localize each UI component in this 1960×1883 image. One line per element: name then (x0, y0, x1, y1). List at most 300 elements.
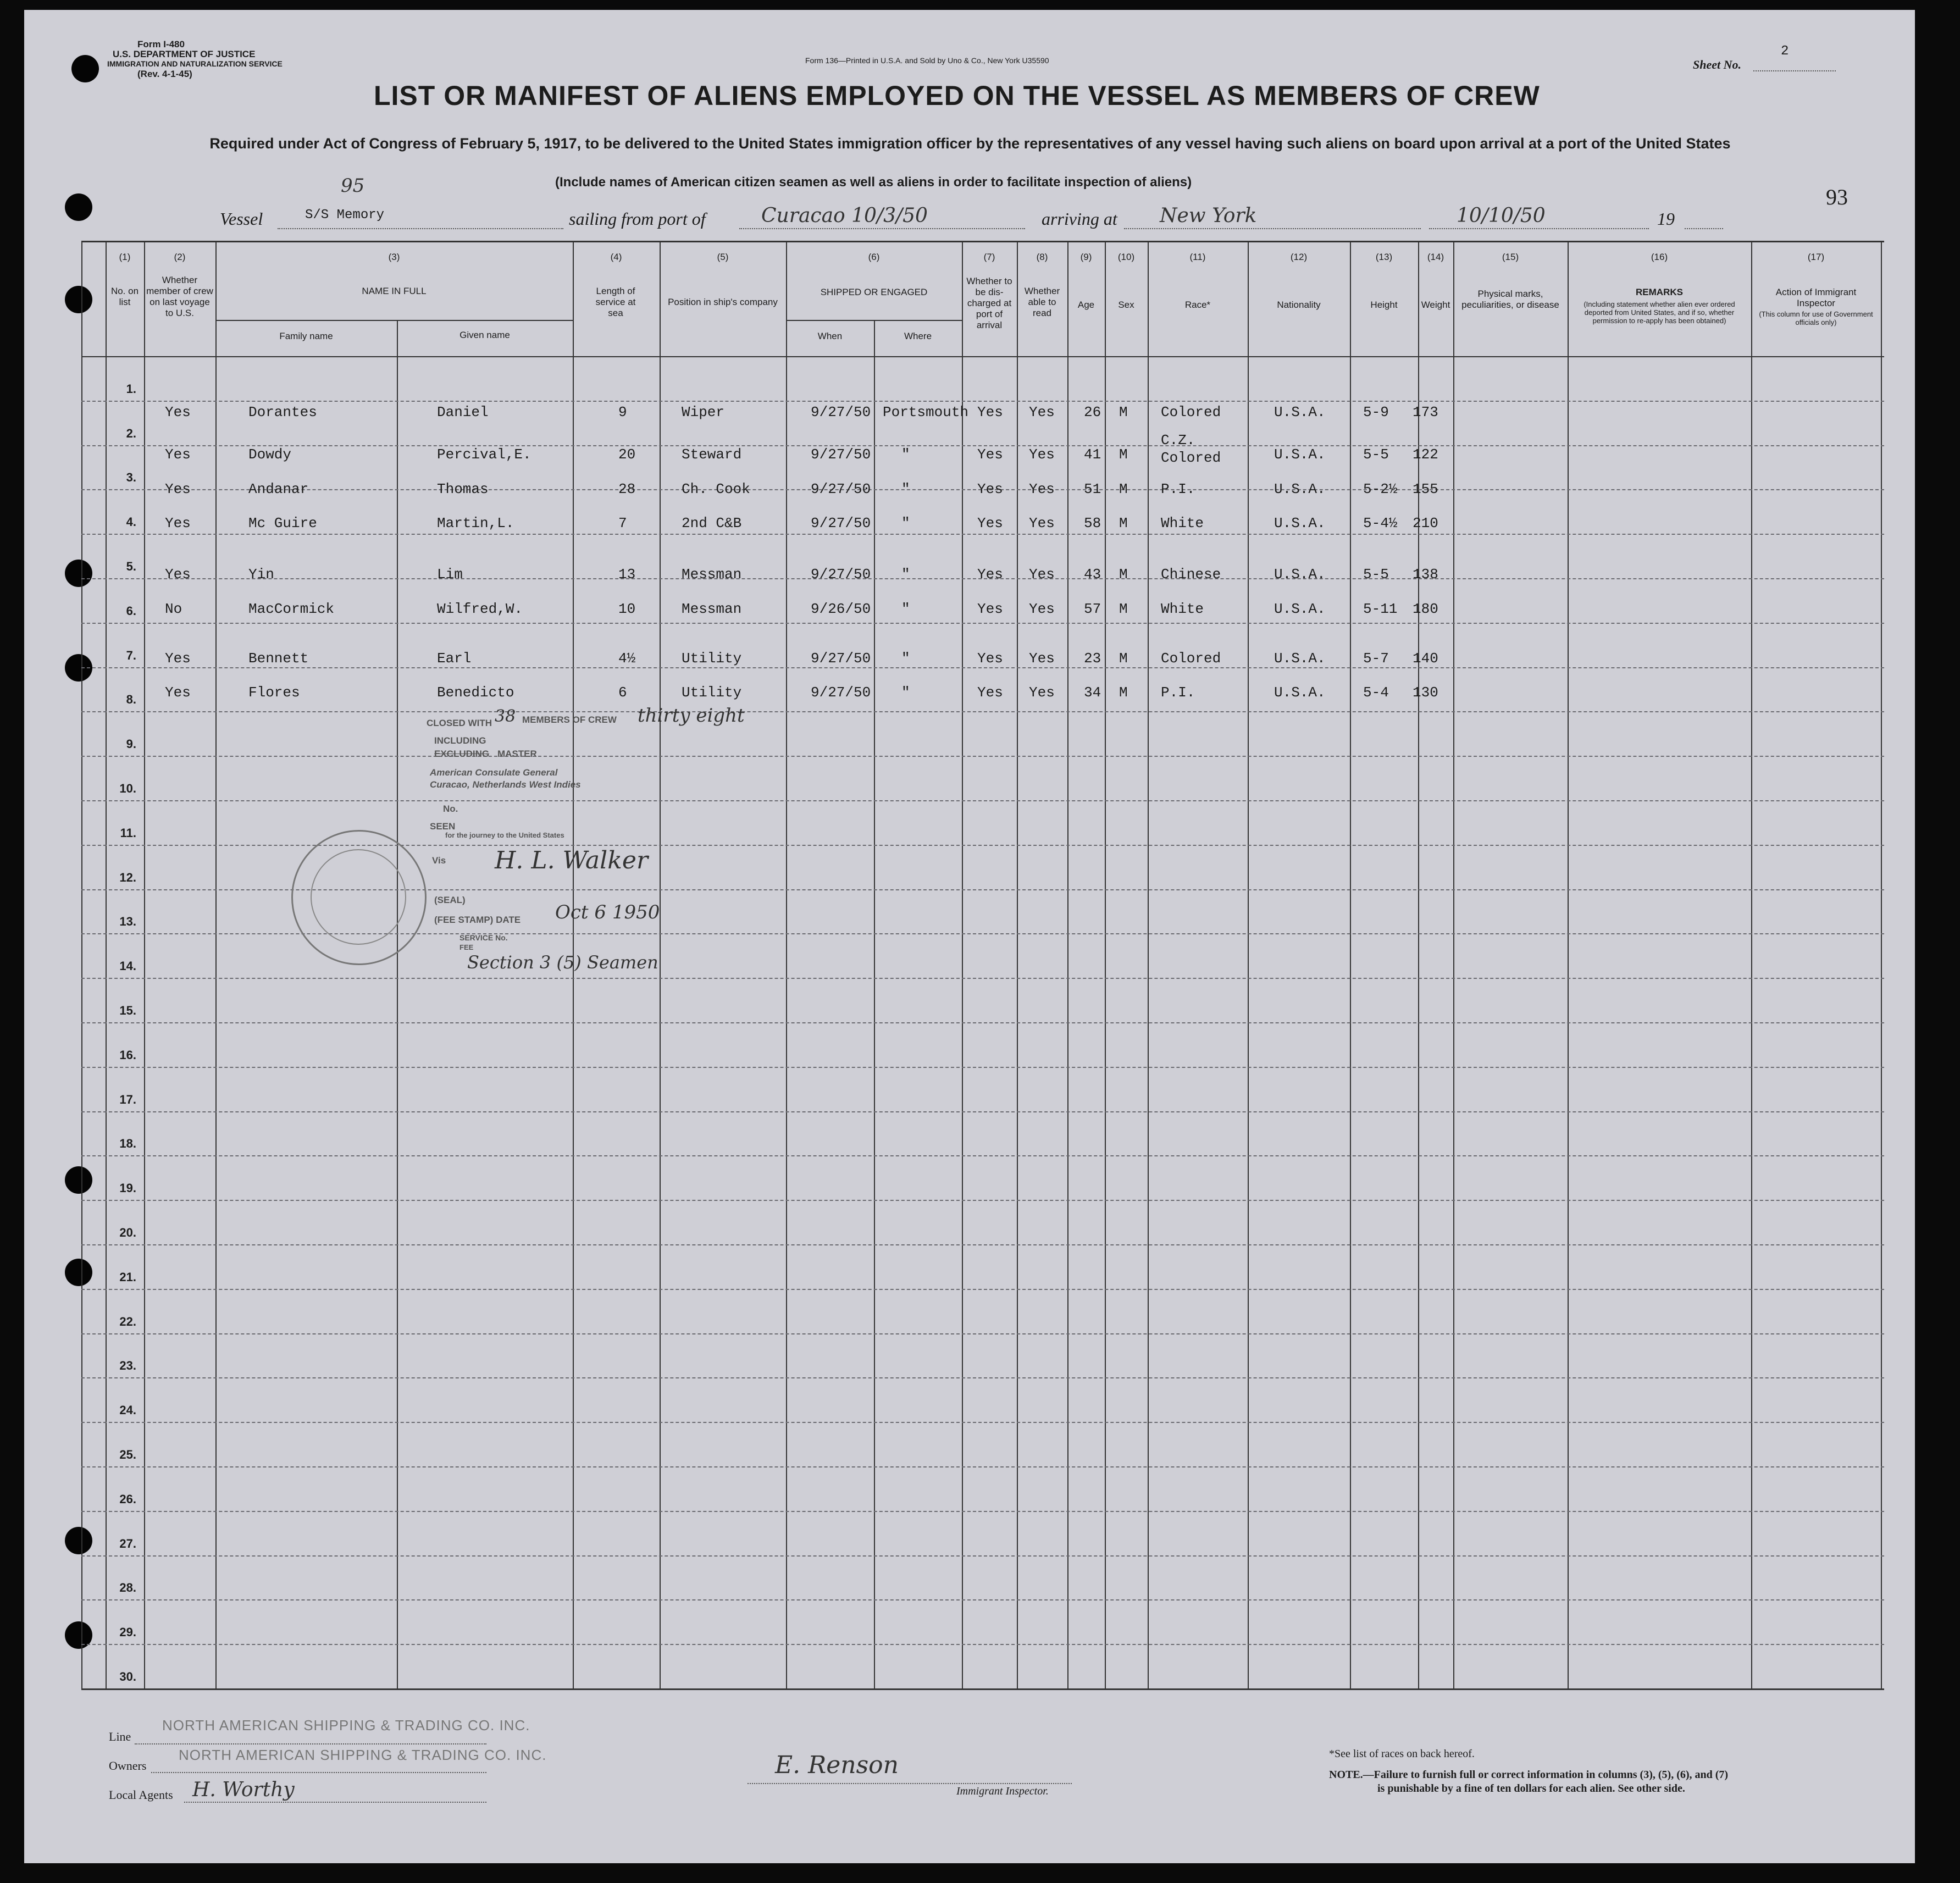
stamp-consulate: American Consulate General (430, 767, 558, 778)
read-cell: Yes (1029, 446, 1055, 463)
where-cell: " (901, 650, 910, 667)
column-number: (14) (1427, 252, 1444, 262)
service-cell: 10 (618, 601, 636, 617)
column-header-when: When (817, 331, 843, 341)
discharged-cell: Yes (977, 481, 1003, 497)
row-number: 8. (126, 693, 136, 706)
printer-line: Form 136—Printed in U.S.A. and Sold by Uno & Co., New York U35590 (805, 56, 1049, 65)
column-header-sex: Sex (1118, 300, 1134, 310)
service-cell: 4½ (618, 650, 636, 667)
stamp-vis: Vis (432, 855, 446, 866)
row-number: 15. (119, 1004, 136, 1017)
race-cell: Colored (1161, 650, 1221, 667)
when-cell: 9/27/50 (811, 446, 871, 463)
race-cell: P.I. (1161, 684, 1195, 701)
row-line (81, 1555, 1884, 1557)
column-number: (7) (983, 252, 995, 262)
sheet-label: Sheet No. (1693, 58, 1741, 71)
row-line (81, 1644, 1884, 1645)
page-title: LIST OR MANIFEST OF ALIENS EMPLOYED ON THE VESSEL AS MEMBERS OF CREW (374, 80, 1540, 111)
discharged-cell: Yes (977, 404, 1003, 420)
where-cell: " (901, 481, 910, 497)
race-cell: P.I. (1161, 481, 1195, 497)
nationality-cell: U.S.A. (1274, 566, 1326, 583)
discharged-cell: Yes (977, 446, 1003, 463)
weight-cell: 138 (1413, 566, 1438, 583)
family-name-cell: Dorantes (248, 404, 317, 420)
row-line (81, 1155, 1884, 1156)
read-cell: Yes (1029, 650, 1055, 667)
sex-cell: M (1119, 515, 1128, 531)
family-name-cell: Yin (248, 566, 274, 583)
read-cell: Yes (1029, 601, 1055, 617)
row-line (81, 756, 1884, 757)
where-cell: " (901, 601, 910, 617)
column-number: (12) (1290, 252, 1308, 262)
height-cell: 5-9 (1363, 404, 1389, 420)
row-number: 6. (126, 604, 136, 618)
when-cell: 9/27/50 (811, 650, 871, 667)
row-line (81, 623, 1884, 624)
column-divider (962, 242, 963, 1688)
subtitle: Required under Act of Congress of February 5, 1917, to be delivered to the United States immigration officer by the representatives of any vessel having such aliens on board upon arrival at a port of the United States (209, 135, 1731, 152)
weight-cell: 210 (1413, 515, 1438, 531)
row-number: 25. (119, 1448, 136, 1461)
row-number: 18. (119, 1137, 136, 1150)
position-cell: 2nd C&B (682, 515, 742, 531)
sex-cell: M (1119, 481, 1128, 497)
binder-hole (65, 1259, 92, 1286)
column-header-race: Race* (1184, 300, 1211, 310)
weight-cell: 122 (1413, 446, 1438, 463)
column-divider (144, 242, 145, 1688)
row-number: 17. (119, 1093, 136, 1106)
when-cell: 9/27/50 (811, 566, 871, 583)
arriving-line (1124, 228, 1421, 229)
last-voyage-cell: No (165, 601, 182, 617)
inspector-label: Immigrant Inspector. (956, 1785, 1049, 1797)
column-divider (1148, 242, 1149, 1688)
family-name-cell: Bennett (248, 650, 309, 667)
vessel-line (278, 228, 563, 229)
column-number: (15) (1502, 252, 1519, 262)
row-line (81, 1289, 1884, 1290)
weight-cell: 130 (1413, 684, 1438, 701)
row-number: 30. (119, 1670, 136, 1683)
nationality-cell: U.S.A. (1274, 446, 1326, 463)
family-name-cell: Dowdy (248, 446, 292, 463)
column-divider (786, 242, 787, 1688)
column-number: (5) (717, 252, 729, 262)
sex-cell: M (1119, 404, 1128, 420)
row-number: 28. (119, 1581, 136, 1594)
row-number: 24. (119, 1403, 136, 1417)
row-line (81, 1422, 1884, 1423)
age-cell: 23 (1084, 650, 1101, 667)
where-cell: " (901, 515, 910, 531)
row-line (81, 1377, 1884, 1378)
height-cell: 5-7 (1363, 650, 1389, 667)
row-number: 22. (119, 1315, 136, 1328)
form-number: Form I-480 (137, 39, 185, 49)
row-line (81, 1466, 1884, 1467)
row-number: 5. (126, 560, 136, 573)
last-voyage-cell: Yes (165, 566, 191, 583)
row-number: 10. (119, 782, 136, 795)
column-header-nationality: Nationality (1277, 300, 1321, 310)
stamp-closed-with: CLOSED WITH (427, 718, 492, 728)
subtitle-note: (Include names of American citizen seamen as well as aliens in order to facilitate inspection of aliens) (555, 175, 1192, 190)
height-cell: 5-11 (1363, 601, 1398, 617)
height-cell: 5-4 (1363, 684, 1389, 701)
stamp-seen: SEEN (430, 821, 456, 832)
given-name-cell: Lim (437, 566, 463, 583)
page-number: 93 (1826, 185, 1848, 209)
arriving-port: New York (1160, 204, 1257, 227)
column-header-position: Position in ship's company (668, 297, 778, 307)
column-divider (1017, 242, 1018, 1688)
position-cell: Messman (682, 566, 742, 583)
row-line (81, 800, 1884, 801)
row-number: 2. (126, 427, 136, 440)
stamp-seen-for: for the journey to the United States (445, 831, 564, 839)
where-cell: " (901, 446, 910, 463)
fine-note-cont: is punishable by a fine of ten dollars for each alien. See other side. (1377, 1782, 1685, 1795)
given-name-cell: Daniel (437, 404, 489, 420)
stamp-no: No. (443, 804, 458, 814)
given-name-cell: Benedicto (437, 684, 514, 701)
row-number: 13. (119, 915, 136, 928)
column-header-remarks: REMARKS (1636, 287, 1683, 297)
where-cell: " (901, 566, 910, 583)
stamp-crew-count: 38 (495, 707, 516, 726)
row-line (81, 401, 1884, 402)
column-number: (8) (1036, 252, 1048, 262)
stamp-master: MASTER (497, 749, 537, 759)
nationality-cell: U.S.A. (1274, 515, 1326, 531)
stamp-count-words: thirty eight (638, 705, 745, 727)
row-line (81, 1244, 1884, 1245)
given-name-cell: Percival,E. (437, 446, 531, 463)
vessel-note: 95 (341, 175, 365, 197)
column-divider (1881, 242, 1882, 1688)
stamp-date: Oct 6 1950 (555, 901, 660, 923)
column-header-shipped: SHIPPED OR ENGAGED (820, 287, 928, 297)
discharged-cell: Yes (977, 566, 1003, 583)
table-bottom-border (81, 1688, 1884, 1690)
stamp-place: Curacao, Netherlands West Indies (430, 779, 581, 790)
age-cell: 34 (1084, 684, 1101, 701)
column-header-weight: Weight (1421, 300, 1450, 310)
age-cell: 57 (1084, 601, 1101, 617)
weight-cell: 140 (1413, 650, 1438, 667)
sex-cell: M (1119, 446, 1128, 463)
column-divider (1751, 242, 1752, 1688)
position-cell: Steward (682, 446, 742, 463)
column-divider (1105, 242, 1106, 1688)
height-cell: 5-4½ (1363, 515, 1398, 531)
row-number: 11. (120, 826, 136, 840)
given-name-cell: Wilfred,W. (437, 601, 523, 617)
column-number: (3) (388, 252, 400, 262)
when-cell: 9/27/50 (811, 404, 871, 420)
family-name-cell: Mc Guire (248, 515, 317, 531)
stamp-fee-date: (FEE STAMP) DATE (434, 915, 521, 925)
family-name-cell: MacCormick (248, 601, 335, 617)
row-number: 12. (119, 871, 136, 884)
weight-cell: 173 (1413, 404, 1438, 420)
column-number: (13) (1375, 252, 1393, 262)
when-cell: 9/27/50 (811, 684, 871, 701)
given-name-cell: Martin,L. (437, 515, 514, 531)
vessel-label: Vessel (220, 209, 263, 229)
column-divider (397, 320, 398, 1688)
row-line (81, 1599, 1884, 1600)
agents-dots (184, 1802, 486, 1803)
nationality-cell: U.S.A. (1274, 481, 1326, 497)
department-name: U.S. DEPARTMENT OF JUSTICE (113, 49, 256, 59)
race-cell: Chinese (1161, 566, 1221, 583)
column-number: (11) (1189, 252, 1206, 262)
column-divider (874, 320, 875, 1688)
stamp-including: INCLUDING (434, 735, 486, 746)
nationality-cell: U.S.A. (1274, 650, 1326, 667)
column-header-no: No. on list (110, 286, 139, 307)
column-header-family-name: Family name (279, 331, 333, 341)
position-cell: Ch. Cook (682, 481, 750, 497)
row-number: 27. (119, 1537, 136, 1550)
column-number: (16) (1651, 252, 1668, 262)
row-number: 1. (126, 382, 136, 396)
column-number: (2) (174, 252, 186, 262)
column-header-physical-marks: Physical marks, peculiarities, or disease (1461, 289, 1559, 310)
service-cell: 28 (618, 481, 636, 497)
last-voyage-cell: Yes (165, 481, 191, 497)
position-cell: Utility (682, 684, 742, 701)
binder-hole (65, 1527, 92, 1554)
stamp-section: Section 3 (5) Seamen (467, 952, 658, 973)
column-divider (106, 242, 107, 1688)
last-voyage-cell: Yes (165, 650, 191, 667)
inspector-signature: E. Renson (775, 1751, 899, 1779)
when-cell: 9/26/50 (811, 601, 871, 617)
races-note: *See list of races on back hereof. (1329, 1748, 1475, 1760)
column-header-height: Height (1370, 300, 1398, 310)
column-divider (1350, 242, 1351, 1688)
position-cell: Messman (682, 601, 742, 617)
read-cell: Yes (1029, 404, 1055, 420)
date-line (1429, 228, 1649, 229)
read-cell: Yes (1029, 515, 1055, 531)
binder-hole (65, 286, 92, 313)
service-cell: 7 (618, 515, 627, 531)
column-header-inspector-action: Action of Immigrant Inspector (1775, 287, 1857, 308)
last-voyage-cell: Yes (165, 446, 191, 463)
age-cell: 41 (1084, 446, 1101, 463)
column-header-name: NAME IN FULL (362, 286, 427, 296)
column-number: (1) (119, 252, 131, 262)
column-number: (10) (1117, 252, 1135, 262)
row-number: 7. (126, 649, 136, 662)
weight-cell: 155 (1413, 481, 1438, 497)
sex-cell: M (1119, 650, 1128, 667)
sex-cell: M (1119, 601, 1128, 617)
column-divider (660, 242, 661, 1688)
row-number: 3. (126, 470, 136, 484)
position-cell: Utility (682, 650, 742, 667)
line-dots (135, 1743, 486, 1744)
vessel-name: S/S Memory (305, 208, 385, 223)
last-voyage-cell: Yes (165, 404, 191, 420)
last-voyage-cell: Yes (165, 684, 191, 701)
row-number: 9. (126, 737, 136, 751)
where-cell: Portsmouth (883, 404, 969, 420)
row-number: 19. (119, 1181, 136, 1195)
year-label: 19 (1657, 209, 1675, 229)
arriving-label: arriving at (1042, 209, 1117, 229)
row-line (81, 1111, 1884, 1112)
table-top-border (81, 241, 1884, 242)
where-cell: " (901, 684, 910, 701)
nationality-cell: U.S.A. (1274, 404, 1326, 420)
column-divider (215, 242, 217, 1688)
read-cell: Yes (1029, 481, 1055, 497)
column-header-read: Whether able to read (1024, 286, 1060, 318)
weight-cell: 180 (1413, 601, 1438, 617)
nationality-cell: U.S.A. (1274, 601, 1326, 617)
row-line (81, 1067, 1884, 1068)
agents-signature: H. Worthy (192, 1779, 295, 1801)
race-cell: White (1161, 515, 1204, 531)
row-number: 14. (119, 959, 136, 973)
race-cell: C.Z. (1161, 432, 1195, 448)
discharged-cell: Yes (977, 650, 1003, 667)
stamp-seal-label: (SEAL) (434, 895, 466, 905)
sheet-number: 2 (1781, 44, 1789, 59)
column-header-remarks-note: (Including statement whether alien ever ordered deported from United States, and if so, whether permission to re-apply has been obtained) (1583, 300, 1735, 325)
column-header-discharged: Whether to be dis-charged at port of arrival (966, 276, 1012, 330)
column-header-inspector-note: (This column for use of Government officials only) (1759, 310, 1873, 326)
column-header-given-name: Given name (459, 330, 510, 340)
race-cell: Colored (1161, 404, 1221, 420)
line-company: NORTH AMERICAN SHIPPING & TRADING CO. INC. (162, 1717, 530, 1734)
sex-cell: M (1119, 684, 1128, 701)
service-cell: 13 (618, 566, 636, 583)
arrival-date: 10/10/50 (1457, 204, 1546, 227)
read-cell: Yes (1029, 684, 1055, 701)
row-number: 23. (119, 1359, 136, 1372)
row-line (81, 978, 1884, 979)
agents-label: Local Agents (109, 1788, 173, 1802)
row-number: 26. (119, 1492, 136, 1506)
column-header-last-voyage: Whether member of crew on last voyage to U.S. (146, 275, 213, 318)
column-number: (17) (1807, 252, 1825, 262)
age-cell: 51 (1084, 481, 1101, 497)
when-cell: 9/27/50 (811, 481, 871, 497)
stamp-fee: FEE (459, 943, 474, 951)
age-cell: 58 (1084, 515, 1101, 531)
row-line (81, 1333, 1884, 1334)
column-divider (81, 242, 82, 1688)
row-number: 4. (126, 515, 136, 529)
stamp-members-of-crew: MEMBERS OF CREW (522, 715, 617, 725)
position-cell: Wiper (682, 404, 725, 420)
given-name-cell: Thomas (437, 481, 489, 497)
sailing-label: sailing from port of (569, 209, 706, 229)
sex-cell: M (1119, 566, 1128, 583)
column-number: (4) (610, 252, 622, 262)
stamp-service-no: SERVICE No. (459, 933, 508, 942)
row-line (81, 667, 1884, 668)
column-number: (9) (1080, 252, 1092, 262)
subheader-divider (215, 320, 573, 321)
nationality-cell: U.S.A. (1274, 684, 1326, 701)
row-number: 20. (119, 1226, 136, 1239)
service-cell: 20 (618, 446, 636, 463)
row-line (81, 711, 1884, 712)
height-cell: 5-2½ (1363, 481, 1398, 497)
age-cell: 43 (1084, 566, 1101, 583)
sheet-line (1753, 70, 1836, 71)
owners-label: Owners (109, 1759, 147, 1773)
service-cell: 6 (618, 684, 627, 701)
line-label: Line (109, 1730, 131, 1743)
binder-hole (65, 193, 92, 221)
row-line (81, 1511, 1884, 1512)
column-divider (1248, 242, 1249, 1688)
column-divider (1453, 242, 1454, 1688)
discharged-cell: Yes (977, 684, 1003, 701)
service-cell: 9 (618, 404, 627, 420)
binder-hole (71, 55, 99, 82)
race-cell-line2: Colored (1161, 450, 1221, 466)
stamp-excluding: EXCLUDING (434, 749, 490, 759)
age-cell: 26 (1084, 404, 1101, 420)
service-name: IMMIGRATION AND NATURALIZATION SERVICE (107, 59, 283, 68)
row-number: 21. (119, 1270, 136, 1284)
column-divider (1568, 242, 1569, 1688)
column-number: (6) (868, 252, 880, 262)
row-line (81, 1022, 1884, 1023)
row-line (81, 534, 1884, 535)
consul-signature: H. L. Walker (495, 846, 648, 874)
column-header-where: Where (904, 331, 932, 341)
column-header-age: Age (1077, 300, 1095, 310)
last-voyage-cell: Yes (165, 515, 191, 531)
column-header-service: Length of service at sea (595, 286, 636, 318)
row-line (81, 1200, 1884, 1201)
given-name-cell: Earl (437, 650, 472, 667)
sailing-line (739, 228, 1025, 229)
year-line (1685, 228, 1723, 229)
owners-company: NORTH AMERICAN SHIPPING & TRADING CO. INC. (179, 1747, 547, 1763)
read-cell: Yes (1029, 566, 1055, 583)
owners-dots (151, 1772, 486, 1773)
binder-hole (65, 1166, 92, 1194)
binder-hole (65, 560, 92, 587)
sailing-port: Curacao 10/3/50 (761, 204, 928, 227)
family-name-cell: Flores (248, 684, 300, 701)
row-number: 16. (119, 1048, 136, 1062)
header-bottom-border (81, 356, 1884, 357)
inspector-dots (748, 1783, 1072, 1784)
race-cell: White (1161, 601, 1204, 617)
revision: (Rev. 4-1-45) (137, 69, 192, 79)
when-cell: 9/27/50 (811, 515, 871, 531)
family-name-cell: Andanar (248, 481, 309, 497)
height-cell: 5-5 (1363, 566, 1389, 583)
row-number: 29. (119, 1625, 136, 1639)
